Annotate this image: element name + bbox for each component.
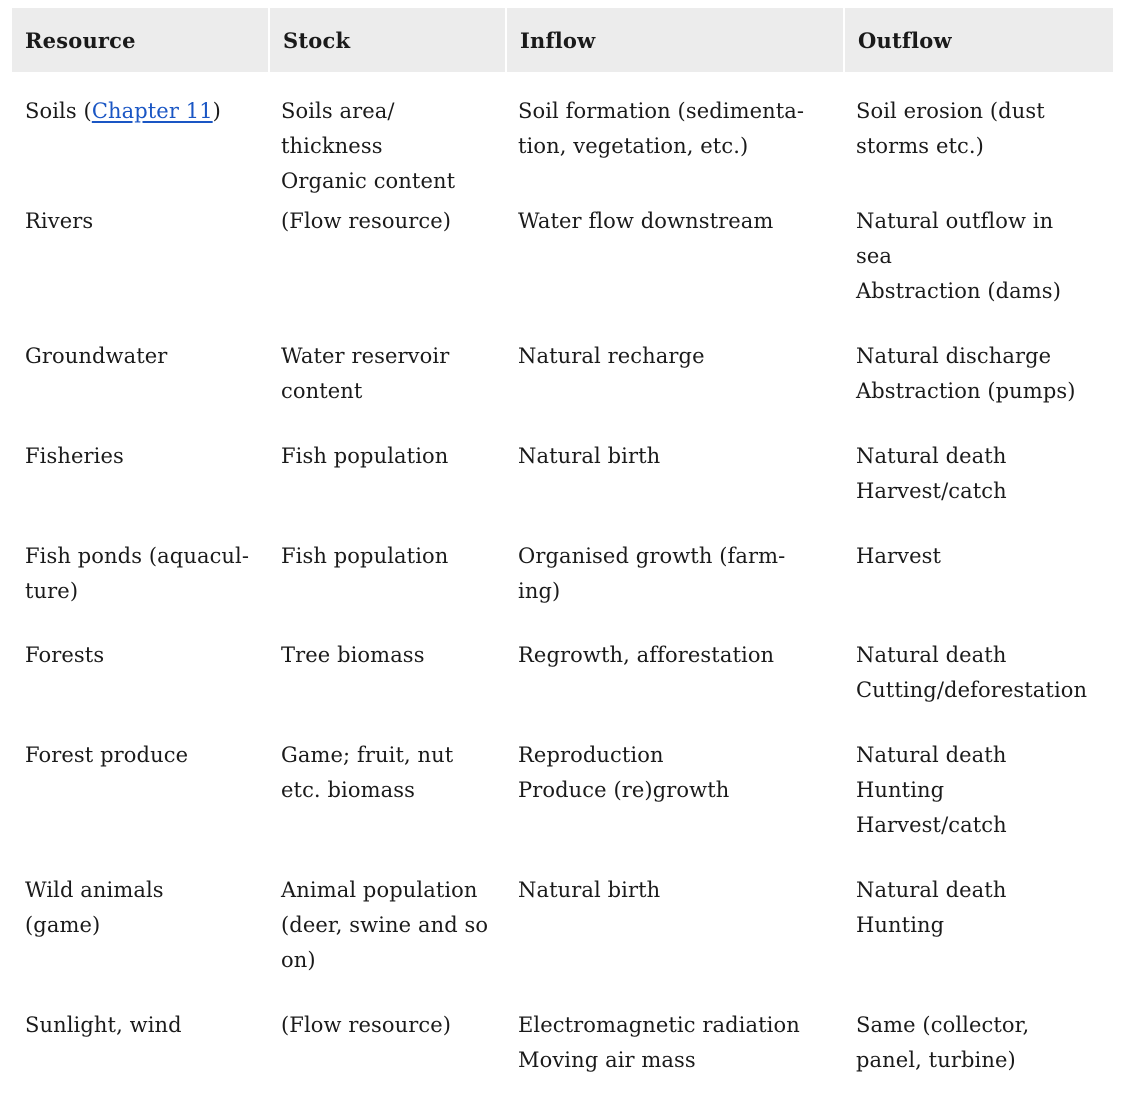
table-row xyxy=(12,1008,1113,1078)
stock-line: on) xyxy=(281,948,316,972)
outflow-line: storms etc.) xyxy=(856,134,984,158)
resource-cell xyxy=(12,339,268,439)
table-body xyxy=(12,72,1113,1078)
inflow-line: Reproduction xyxy=(518,743,664,767)
outflow-line: Cutting/deforestation xyxy=(856,678,1088,702)
inflow-cell xyxy=(505,204,843,339)
stock-line: Organic content xyxy=(281,169,456,193)
inflow-cell xyxy=(505,1008,843,1078)
resource-cell xyxy=(12,204,268,339)
outflow-line: Natural discharge xyxy=(856,344,1052,368)
resource-line: ture) xyxy=(25,579,79,603)
inflow-line: ing) xyxy=(518,579,561,603)
inflow-line: Produce (re)growth xyxy=(518,778,730,802)
outflow-line: Hunting xyxy=(856,913,945,937)
stock-line: Animal population xyxy=(281,878,478,902)
outflow-cell xyxy=(843,539,1113,638)
stock-cell xyxy=(268,339,505,439)
stock-cell xyxy=(268,1008,505,1078)
resource-cell xyxy=(12,738,268,873)
outflow-cell xyxy=(843,339,1113,439)
outflow-line: Natural death xyxy=(856,643,1007,667)
outflow-line: Same (collector, xyxy=(856,1013,1030,1037)
stock-cell xyxy=(268,439,505,539)
resource-text-suffix: ) xyxy=(212,99,221,123)
resource-cell xyxy=(12,873,268,1008)
inflow-cell xyxy=(505,738,843,873)
resource-cell xyxy=(12,638,268,738)
outflow-line: sea xyxy=(856,244,893,268)
inflow-line: Water flow downstream xyxy=(518,209,774,233)
stock-line: (Flow resource) xyxy=(281,209,452,233)
outflow-line: Natural death xyxy=(856,878,1007,902)
inflow-cell xyxy=(505,72,843,204)
stock-cell xyxy=(268,738,505,873)
resource-cell xyxy=(12,1008,268,1078)
stock-line: (Flow resource) xyxy=(281,1013,452,1037)
outflow-line: Natural death xyxy=(856,444,1007,468)
inflow-cell xyxy=(505,339,843,439)
header-row xyxy=(12,8,1113,72)
inflow-cell xyxy=(505,539,843,638)
resource-cell xyxy=(12,72,268,204)
outflow-cell xyxy=(843,439,1113,539)
stock-line: (deer, swine and so xyxy=(281,913,489,937)
header-stock: Stock xyxy=(268,8,505,72)
resource-line: Groundwater xyxy=(25,344,168,368)
resource-cell xyxy=(12,539,268,638)
inflow-line: Regrowth, afforestation xyxy=(518,643,775,667)
table-header xyxy=(12,8,1113,72)
table-row xyxy=(12,339,1113,439)
table-row xyxy=(12,539,1113,638)
resource-cell xyxy=(12,439,268,539)
outflow-line: Abstraction (dams) xyxy=(856,279,1061,303)
stock-cell xyxy=(268,873,505,1008)
table-row xyxy=(12,204,1113,339)
resource-line: Wild animals xyxy=(25,878,164,902)
outflow-line: Harvest/catch xyxy=(856,479,1007,503)
inflow-line: Soil formation (sedimenta- xyxy=(518,99,805,123)
stock-line: Water reservoir xyxy=(281,344,450,368)
table-row xyxy=(12,873,1113,1008)
inflow-line: Natural birth xyxy=(518,878,661,902)
outflow-cell xyxy=(843,873,1113,1008)
inflow-line: Electromagnetic radiation xyxy=(518,1013,800,1037)
table-row xyxy=(12,638,1113,738)
inflow-line: Natural birth xyxy=(518,444,661,468)
resource-line: Fish ponds (aquacul- xyxy=(25,544,250,568)
outflow-cell xyxy=(843,1008,1113,1078)
outflow-line: panel, turbine) xyxy=(856,1048,1016,1072)
resource-line: Sunlight, wind xyxy=(25,1013,182,1037)
outflow-line: Natural outflow in xyxy=(856,209,1054,233)
stock-line: Fish population xyxy=(281,444,449,468)
inflow-line: Moving air mass xyxy=(518,1048,696,1072)
outflow-line: Abstraction (pumps) xyxy=(856,379,1076,403)
inflow-cell xyxy=(505,638,843,738)
resource-flows-table xyxy=(12,8,1113,1078)
outflow-line: Soil erosion (dust xyxy=(856,99,1045,123)
resource-line: Forests xyxy=(25,643,105,667)
stock-line: thickness xyxy=(281,134,383,158)
header-resource: Resource xyxy=(12,8,268,72)
table-row xyxy=(12,439,1113,539)
table-row xyxy=(12,738,1113,873)
inflow-line: Natural recharge xyxy=(518,344,705,368)
resource-line: (game) xyxy=(25,913,101,937)
stock-cell xyxy=(268,638,505,738)
stock-cell xyxy=(268,72,505,204)
resource-text: Soils ( xyxy=(25,99,92,123)
outflow-cell xyxy=(843,72,1113,204)
chapter-11-link[interactable]: Chapter 11 xyxy=(91,99,213,123)
inflow-line: tion, vegetation, etc.) xyxy=(518,134,749,158)
stock-line: Game; fruit, nut xyxy=(281,743,454,767)
resource-line: Fisheries xyxy=(25,444,124,468)
header-inflow: Inflow xyxy=(505,8,843,72)
stock-cell xyxy=(268,539,505,638)
stock-line: etc. biomass xyxy=(281,778,415,802)
header-outflow: Outflow xyxy=(843,8,1113,72)
outflow-line: Harvest/catch xyxy=(856,813,1007,837)
outflow-cell xyxy=(843,638,1113,738)
stock-line: content xyxy=(281,379,363,403)
outflow-cell xyxy=(843,738,1113,873)
inflow-line: Organised growth (farm- xyxy=(518,544,786,568)
outflow-cell xyxy=(843,204,1113,339)
stock-cell xyxy=(268,204,505,339)
inflow-cell xyxy=(505,873,843,1008)
outflow-line: Harvest xyxy=(856,544,942,568)
outflow-line: Natural death xyxy=(856,743,1007,767)
outflow-line: Hunting xyxy=(856,778,945,802)
table-row xyxy=(12,72,1113,204)
resource-line: Forest produce xyxy=(25,743,189,767)
stock-line: Fish population xyxy=(281,544,449,568)
resource-line: Rivers xyxy=(25,209,94,233)
stock-line: Soils area/ xyxy=(281,99,395,123)
stock-line: Tree biomass xyxy=(281,643,425,667)
inflow-cell xyxy=(505,439,843,539)
